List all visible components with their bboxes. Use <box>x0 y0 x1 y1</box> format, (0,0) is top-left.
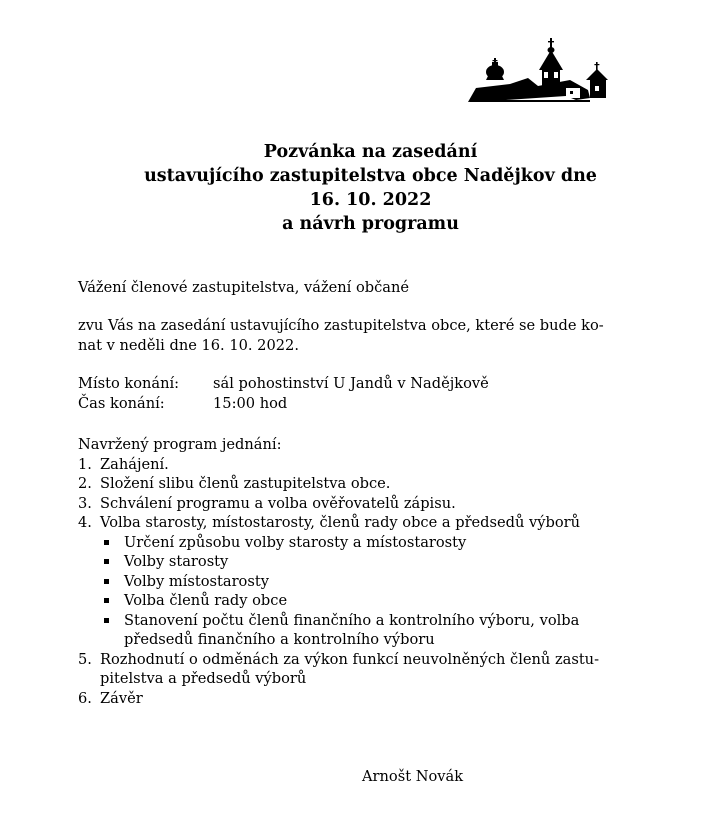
title-line: ustavujícího zastupitelstva obce Nadějkov dne <box>144 166 597 186</box>
item-text: Volba starosty, místostarosty, členů rady obce a předsedů výborů <box>100 514 581 531</box>
intro-paragraph <box>78 316 604 355</box>
program-heading: Navržený program jednání: <box>78 436 282 453</box>
greeting: Vážení členové zastupitelstva, vážení občané <box>78 279 410 296</box>
sub-item-line: předsedů finančního a kontrolního výboru <box>124 631 435 648</box>
sub-list-item: Volby místostarosty <box>100 572 599 592</box>
item-text: Zahájení. <box>100 455 169 473</box>
item-number: 5. <box>78 650 92 668</box>
list-item <box>78 455 599 475</box>
sub-list-item: Volba členů rady obce <box>100 591 599 611</box>
list-item <box>78 650 599 689</box>
title-line: 16. 10. 2022 <box>309 190 432 210</box>
item-number: 6. <box>78 689 92 707</box>
list-item <box>78 689 599 709</box>
item-number: 2. <box>78 475 92 492</box>
sub-list <box>100 533 599 650</box>
item-number: 4. <box>78 514 92 531</box>
place-label: Místo konání: <box>78 375 180 392</box>
place-row <box>78 374 489 394</box>
list-item <box>78 474 599 494</box>
item-text: Rozhodnutí o odměnách za výkon funkcí neuvolněných členů zastu- <box>100 650 600 668</box>
item-text: Složení slibu členů zastupitelstva obce. <box>100 475 391 492</box>
item-text: pitelstva a předsedů výborů <box>100 670 307 687</box>
sub-list-item <box>100 611 599 650</box>
list-item <box>78 494 599 514</box>
title-line: a návrh programu <box>282 214 459 234</box>
program-section <box>78 435 599 708</box>
item-number: 3. <box>78 494 92 512</box>
sub-item-line: Stanovení počtu členů finančního a kontrolního výboru, volba <box>124 611 580 629</box>
item-text: Schválení programu a volba ověřovatelů zápisu. <box>100 494 456 512</box>
item-number: 1. <box>78 455 92 473</box>
time-row <box>78 394 489 414</box>
time-value: 15:00 hod <box>213 394 288 412</box>
meeting-details <box>78 374 489 413</box>
signature-name: Arnošt Novák <box>362 768 464 785</box>
church-village-logo-icon <box>466 36 610 106</box>
list-item <box>78 513 599 650</box>
sub-list-item: Určení způsobu volby starosty a místostarosty <box>100 533 599 553</box>
sub-list-item: Volby starosty <box>100 552 599 572</box>
program-list <box>78 455 599 709</box>
title-line: Pozvánka na zasedání <box>263 142 478 162</box>
intro-line: nat v neděli dne 16. 10. 2022. <box>78 336 299 354</box>
intro-line: zvu Vás na zasedání ustavujícího zastupitelstva obce, které se bude ko- <box>78 317 604 334</box>
page-title <box>0 140 704 236</box>
time-label: Čas konání: <box>78 394 165 412</box>
place-value: sál pohostinství U Jandů v Nadějkově <box>213 375 489 392</box>
item-text: Závěr <box>100 689 143 707</box>
